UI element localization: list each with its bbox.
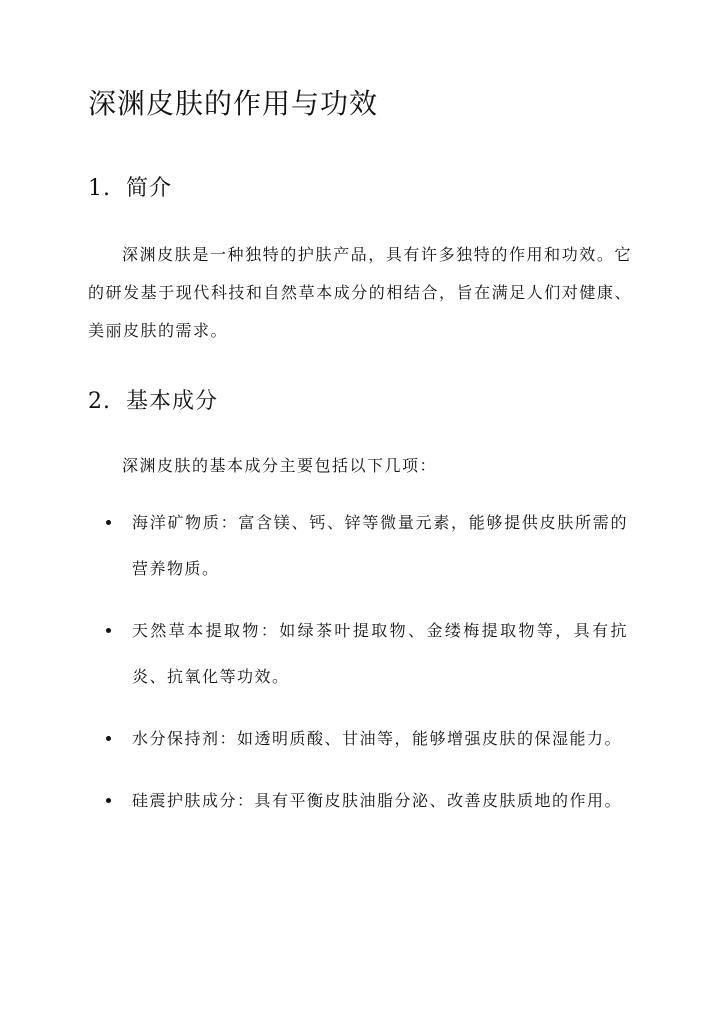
section-title: 简介 — [126, 176, 173, 201]
section-title: 基本成分 — [126, 389, 219, 414]
list-item-text: 海洋矿物质：富含镁、钙、锌等微量元素，能够提供皮肤所需的营养物质。 — [132, 513, 628, 578]
ingredients-list — [88, 500, 628, 840]
section-number: 1. — [88, 176, 111, 201]
list-item — [88, 608, 628, 700]
section-heading-intro — [88, 174, 172, 204]
section-heading-ingredients — [88, 387, 218, 417]
list-item — [88, 778, 628, 824]
section-number: 2. — [88, 389, 111, 414]
bullet-icon — [106, 798, 111, 803]
bullet-icon — [106, 520, 111, 525]
intro-paragraph: 深渊皮肤是一种独特的护肤产品，具有许多独特的作用和功效。它的研发基于现代科技和自然草本成分的相结合，旨在满足人们对健康、美丽皮肤的需求。 — [88, 245, 632, 340]
list-item — [88, 500, 628, 592]
bullet-icon — [106, 628, 111, 633]
bullet-icon — [106, 736, 111, 741]
list-item — [88, 716, 628, 762]
list-item-text: 水分保持剂：如透明质酸、甘油等，能够增强皮肤的保湿能力。 — [132, 729, 623, 748]
document-title: 深渊皮肤的作用与功效 — [88, 87, 379, 120]
list-item-text: 硅震护肤成分：具有平衡皮肤油脂分泌、改善皮肤质地的作用。 — [132, 791, 623, 810]
ingredients-intro: 深渊皮肤的基本成分主要包括以下几项： — [122, 456, 438, 475]
list-item-text: 天然草本提取物：如绿茶叶提取物、金缕梅提取物等，具有抗炎、抗氧化等功效。 — [132, 621, 628, 686]
